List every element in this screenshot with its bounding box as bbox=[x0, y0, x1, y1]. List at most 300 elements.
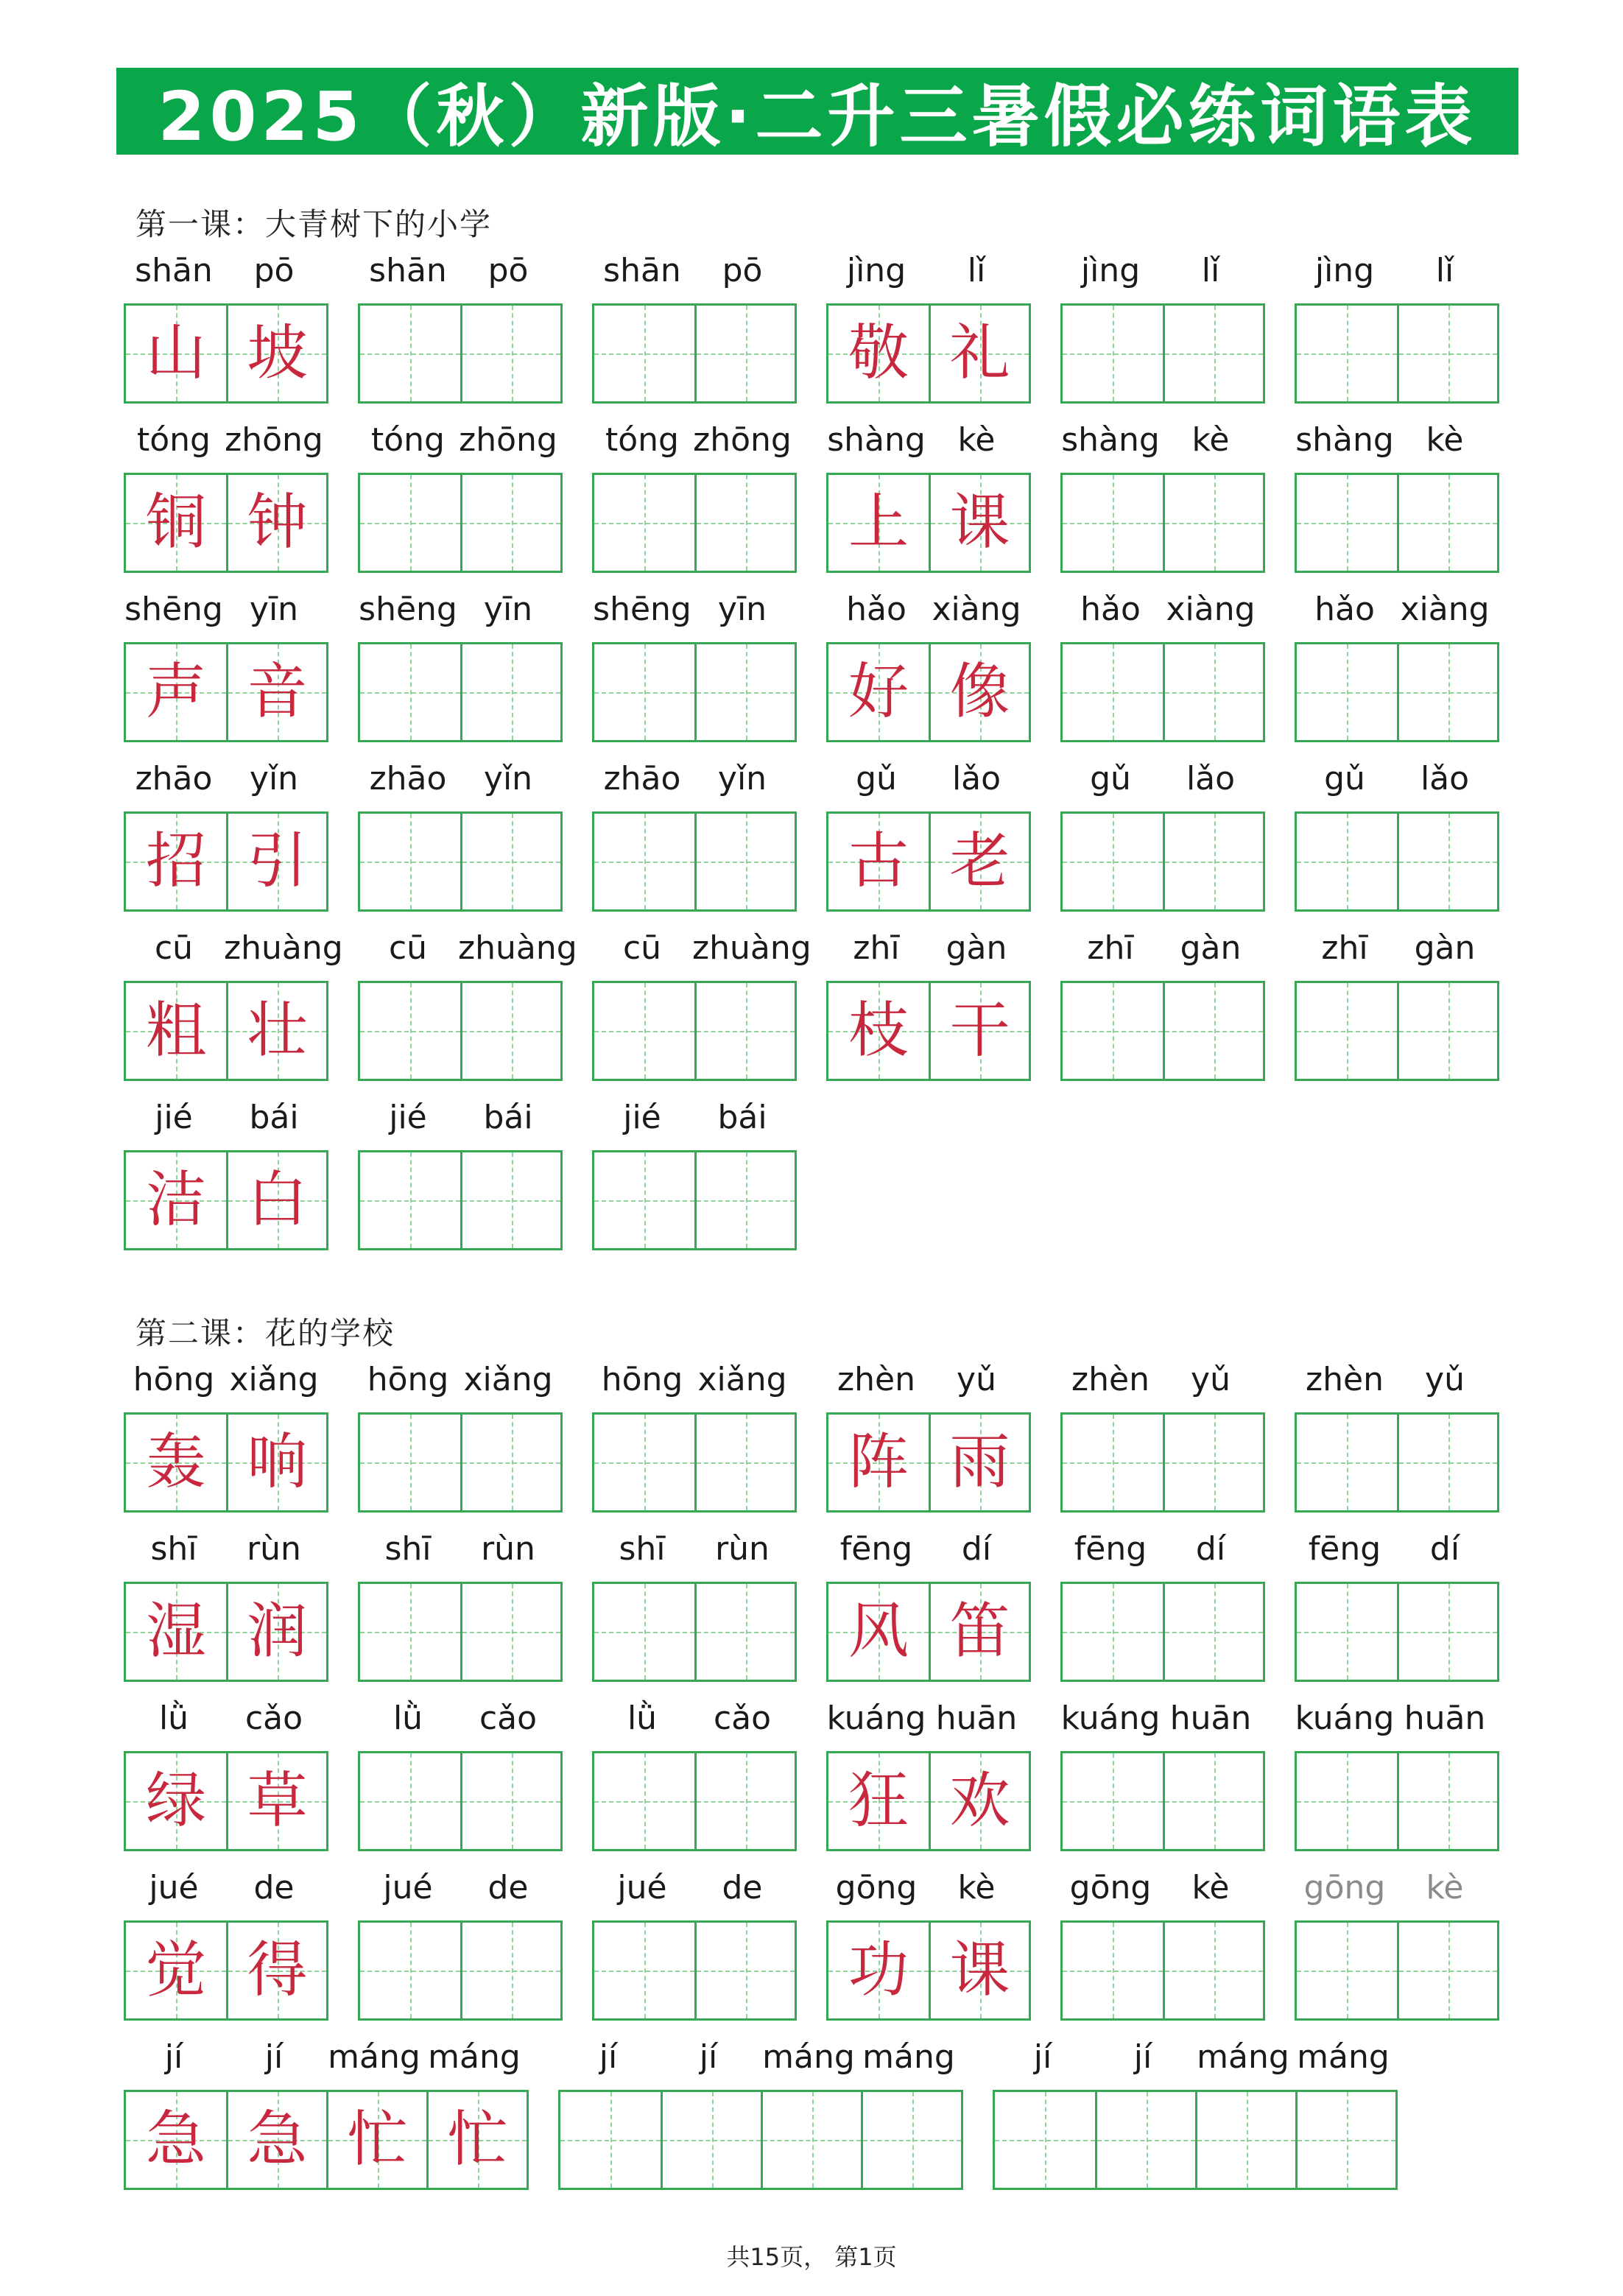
pinyin-row bbox=[1060, 1358, 1261, 1402]
pinyin-row bbox=[1295, 588, 1495, 632]
page-footer: 共15页， 第1页 bbox=[726, 2243, 897, 2271]
practice-box[interactable] bbox=[1063, 1753, 1163, 1849]
pinyin-row bbox=[358, 926, 577, 971]
pinyin-row bbox=[124, 249, 324, 293]
practice-box[interactable] bbox=[1397, 1923, 1497, 2018]
pinyin: lǐ bbox=[1435, 252, 1454, 289]
word-entry bbox=[1060, 418, 1261, 573]
word-entry bbox=[124, 1096, 324, 1250]
pinyin-row bbox=[358, 1866, 558, 1910]
hanzi-character: 壮 bbox=[247, 996, 308, 1066]
pinyin-row bbox=[358, 757, 558, 801]
pinyin-row bbox=[1060, 1527, 1261, 1571]
practice-box[interactable] bbox=[1297, 1923, 1397, 2018]
practice-box[interactable] bbox=[1397, 814, 1497, 909]
pinyin: jué bbox=[149, 1869, 199, 1906]
pinyin: bái bbox=[249, 1099, 299, 1136]
character-box bbox=[828, 1753, 929, 1849]
hanzi-character: 觉 bbox=[145, 1935, 206, 2005]
practice-box[interactable] bbox=[1163, 1584, 1263, 1680]
writing-grid bbox=[1295, 642, 1499, 742]
pinyin: jí bbox=[599, 2038, 618, 2076]
practice-box[interactable] bbox=[1297, 814, 1397, 909]
practice-box[interactable] bbox=[1063, 475, 1163, 571]
word-entry bbox=[358, 1527, 558, 1682]
hanzi-character: 得 bbox=[247, 1935, 308, 2005]
hanzi-character: 干 bbox=[949, 996, 1010, 1066]
character-box bbox=[126, 1584, 226, 1680]
writing-grid bbox=[1295, 303, 1499, 404]
pinyin: hǎo bbox=[1080, 591, 1141, 628]
pinyin: lǐ bbox=[1201, 252, 1220, 289]
practice-box[interactable] bbox=[360, 1415, 460, 1510]
practice-box[interactable] bbox=[594, 1584, 694, 1680]
practice-box[interactable] bbox=[1297, 1584, 1397, 1680]
writing-grid bbox=[592, 303, 797, 404]
pinyin: jí bbox=[1033, 2038, 1052, 2076]
practice-box[interactable] bbox=[694, 1584, 795, 1680]
pinyin: yǐn bbox=[249, 760, 299, 797]
writing-grid bbox=[124, 1150, 328, 1250]
pinyin: tóng bbox=[605, 421, 679, 459]
word-entry bbox=[826, 926, 1027, 1081]
pinyin: de bbox=[722, 1869, 763, 1906]
pinyin: hōng bbox=[133, 1361, 215, 1398]
practice-box[interactable] bbox=[694, 1415, 795, 1510]
practice-box[interactable] bbox=[1063, 1584, 1163, 1680]
pinyin: máng bbox=[1297, 2038, 1390, 2076]
practice-box[interactable] bbox=[1297, 983, 1397, 1079]
practice-box[interactable] bbox=[694, 1152, 795, 1248]
pinyin-row bbox=[124, 2035, 524, 2080]
pinyin-row bbox=[358, 418, 558, 462]
pinyin: gōng bbox=[1069, 1869, 1152, 1906]
writing-grid bbox=[826, 1920, 1031, 2021]
practice-box[interactable] bbox=[861, 2092, 961, 2188]
pinyin: lǎo bbox=[951, 760, 1001, 797]
word-entry bbox=[1295, 588, 1495, 742]
word-entry bbox=[358, 1358, 558, 1513]
pinyin-row bbox=[826, 418, 1027, 462]
character-box bbox=[929, 814, 1029, 909]
writing-grid bbox=[1295, 473, 1499, 573]
pinyin-row bbox=[592, 926, 812, 971]
writing-grid bbox=[124, 642, 328, 742]
word-entry bbox=[1060, 1697, 1261, 1851]
practice-box[interactable] bbox=[1163, 1415, 1263, 1510]
practice-box[interactable] bbox=[694, 1753, 795, 1849]
pinyin: yǔ bbox=[957, 1361, 996, 1398]
pinyin: huān bbox=[1169, 1700, 1252, 1737]
hanzi-character: 阵 bbox=[848, 1427, 909, 1497]
pinyin: dí bbox=[1429, 1530, 1460, 1568]
pinyin: pō bbox=[487, 252, 529, 289]
word-entry bbox=[358, 1866, 558, 2021]
practice-box[interactable] bbox=[1295, 2092, 1395, 2188]
pinyin: kuáng bbox=[1295, 1700, 1395, 1737]
pinyin: zhèn bbox=[1071, 1361, 1150, 1398]
hanzi-character: 招 bbox=[145, 826, 206, 896]
practice-box[interactable] bbox=[1063, 1923, 1163, 2018]
pinyin: fēng bbox=[1074, 1530, 1147, 1568]
practice-box[interactable] bbox=[694, 1923, 795, 2018]
word-entry bbox=[592, 418, 792, 573]
pinyin: lǐ bbox=[967, 252, 986, 289]
hanzi-character: 上 bbox=[848, 487, 909, 557]
practice-box[interactable] bbox=[1297, 644, 1397, 740]
writing-grid bbox=[124, 811, 328, 912]
practice-box[interactable] bbox=[360, 983, 460, 1079]
practice-box[interactable] bbox=[1397, 306, 1497, 401]
pinyin: zhāo bbox=[135, 760, 213, 797]
practice-box[interactable] bbox=[460, 1152, 560, 1248]
character-box bbox=[828, 306, 929, 401]
writing-grid bbox=[124, 1412, 328, 1513]
writing-grid bbox=[358, 1582, 563, 1682]
pinyin: yīn bbox=[483, 591, 533, 628]
character-box bbox=[326, 2092, 426, 2188]
pinyin: dí bbox=[1195, 1530, 1226, 1568]
practice-box[interactable] bbox=[460, 644, 560, 740]
pinyin-row bbox=[124, 926, 343, 971]
word-entry bbox=[1295, 249, 1495, 404]
pinyin: shēng bbox=[593, 591, 691, 628]
practice-box[interactable] bbox=[1297, 1753, 1397, 1849]
word-entry bbox=[592, 1358, 792, 1513]
pinyin: bái bbox=[717, 1099, 767, 1136]
hanzi-character: 风 bbox=[848, 1596, 909, 1666]
practice-box[interactable] bbox=[594, 1753, 694, 1849]
hanzi-character: 响 bbox=[247, 1427, 308, 1497]
character-box bbox=[126, 1152, 226, 1248]
pinyin: jí bbox=[1133, 2038, 1152, 2076]
lesson-title: 第二课：花的学校 bbox=[135, 1315, 395, 1351]
character-box bbox=[226, 306, 326, 401]
practice-box[interactable] bbox=[360, 1584, 460, 1680]
hanzi-character: 钟 bbox=[247, 487, 308, 557]
hanzi-character: 洁 bbox=[145, 1165, 206, 1235]
pinyin: lǎo bbox=[1186, 760, 1236, 797]
practice-box[interactable] bbox=[594, 983, 694, 1079]
practice-box[interactable] bbox=[1163, 475, 1263, 571]
pinyin-row bbox=[1295, 1866, 1495, 1910]
pinyin: gǔ bbox=[856, 760, 897, 797]
pinyin: gǔ bbox=[1324, 760, 1365, 797]
lesson-title: 第一课：大青树下的小学 bbox=[135, 206, 493, 242]
pinyin-row bbox=[358, 1096, 558, 1140]
hanzi-character: 引 bbox=[247, 826, 308, 896]
practice-box[interactable] bbox=[694, 983, 795, 1079]
pinyin: shān bbox=[369, 252, 447, 289]
pinyin: rùn bbox=[715, 1530, 770, 1568]
word-entry bbox=[124, 1358, 324, 1513]
word-entry bbox=[1060, 588, 1261, 742]
writing-grid bbox=[124, 303, 328, 404]
practice-box[interactable] bbox=[995, 2092, 1095, 2188]
pinyin-row bbox=[826, 1358, 1027, 1402]
writing-grid bbox=[592, 981, 797, 1081]
practice-box[interactable] bbox=[1397, 983, 1497, 1079]
practice-box[interactable] bbox=[1397, 1753, 1497, 1849]
character-box bbox=[126, 1753, 226, 1849]
character-box bbox=[226, 1415, 326, 1510]
hanzi-character: 铜 bbox=[145, 487, 206, 557]
practice-box[interactable] bbox=[594, 814, 694, 909]
writing-grid bbox=[358, 303, 563, 404]
pinyin: xiǎng bbox=[697, 1361, 787, 1398]
word-entry bbox=[826, 1527, 1027, 1682]
practice-box[interactable] bbox=[1063, 306, 1163, 401]
practice-box[interactable] bbox=[1297, 306, 1397, 401]
pinyin-row bbox=[1295, 1697, 1495, 1741]
practice-box[interactable] bbox=[594, 1923, 694, 2018]
pinyin: gàn bbox=[1414, 929, 1476, 967]
pinyin: hōng bbox=[601, 1361, 683, 1398]
practice-box[interactable] bbox=[1163, 1753, 1263, 1849]
word-entry bbox=[1060, 757, 1261, 912]
hanzi-character: 礼 bbox=[949, 318, 1010, 388]
pinyin: máng bbox=[428, 2038, 521, 2076]
practice-box[interactable] bbox=[761, 2092, 861, 2188]
pinyin-row bbox=[124, 1527, 324, 1571]
practice-box[interactable] bbox=[360, 814, 460, 909]
word-entry bbox=[826, 249, 1027, 404]
pinyin: jí bbox=[164, 2038, 183, 2076]
pinyin: pō bbox=[722, 252, 763, 289]
writing-grid bbox=[826, 473, 1031, 573]
pinyin-row bbox=[124, 1096, 324, 1140]
writing-grid bbox=[1295, 1751, 1499, 1851]
pinyin: de bbox=[253, 1869, 295, 1906]
practice-box[interactable] bbox=[1397, 475, 1497, 571]
writing-grid bbox=[558, 2090, 963, 2190]
practice-box[interactable] bbox=[594, 306, 694, 401]
practice-box[interactable] bbox=[1297, 1415, 1397, 1510]
writing-grid bbox=[358, 981, 563, 1081]
hanzi-character: 音 bbox=[247, 657, 308, 727]
writing-grid bbox=[358, 1150, 563, 1250]
pinyin-row bbox=[124, 1697, 324, 1741]
practice-box[interactable] bbox=[1163, 644, 1263, 740]
practice-box[interactable] bbox=[360, 1923, 460, 2018]
practice-box[interactable] bbox=[661, 2092, 761, 2188]
character-box bbox=[126, 475, 226, 571]
practice-box[interactable] bbox=[594, 475, 694, 571]
writing-grid bbox=[1060, 981, 1265, 1081]
pinyin-row bbox=[124, 1866, 324, 1910]
practice-box[interactable] bbox=[460, 1753, 560, 1849]
practice-box[interactable] bbox=[1397, 1415, 1497, 1510]
pinyin: xiǎng bbox=[463, 1361, 553, 1398]
pinyin: shàng bbox=[1061, 421, 1160, 459]
practice-box[interactable] bbox=[560, 2092, 661, 2188]
hanzi-character: 绿 bbox=[145, 1766, 206, 1836]
pinyin: kè bbox=[957, 1869, 996, 1906]
practice-box[interactable] bbox=[1063, 814, 1163, 909]
practice-box[interactable] bbox=[460, 306, 560, 401]
practice-box[interactable] bbox=[594, 1152, 694, 1248]
pinyin: kè bbox=[1191, 1869, 1230, 1906]
character-box bbox=[929, 983, 1029, 1079]
word-entry bbox=[826, 757, 1027, 912]
hanzi-character: 功 bbox=[848, 1935, 909, 2005]
pinyin: zhèn bbox=[837, 1361, 915, 1398]
character-box bbox=[226, 1753, 326, 1849]
word-entry bbox=[124, 757, 324, 912]
pinyin-row bbox=[592, 1527, 792, 1571]
character-box bbox=[226, 2092, 326, 2188]
pinyin: jìng bbox=[846, 252, 906, 289]
writing-grid bbox=[826, 981, 1031, 1081]
word-entry bbox=[1060, 1358, 1261, 1513]
pinyin-row bbox=[592, 418, 792, 462]
character-box bbox=[226, 644, 326, 740]
word-entry bbox=[592, 1697, 792, 1851]
pinyin-row bbox=[1295, 757, 1495, 801]
word-entry bbox=[1060, 1866, 1261, 2021]
character-box bbox=[828, 1584, 929, 1680]
practice-box[interactable] bbox=[1163, 814, 1263, 909]
hanzi-character: 润 bbox=[247, 1596, 308, 1666]
character-box bbox=[226, 814, 326, 909]
pinyin: gàn bbox=[1180, 929, 1242, 967]
practice-box[interactable] bbox=[460, 983, 560, 1079]
writing-grid bbox=[826, 1751, 1031, 1851]
pinyin-row bbox=[1060, 418, 1261, 462]
writing-grid bbox=[124, 1751, 328, 1851]
hanzi-character: 草 bbox=[247, 1766, 308, 1836]
pinyin: shēng bbox=[359, 591, 457, 628]
word-entry bbox=[124, 588, 324, 742]
practice-box[interactable] bbox=[1095, 2092, 1195, 2188]
word-entry bbox=[1060, 1527, 1261, 1682]
word-entry bbox=[826, 1697, 1027, 1851]
hanzi-character: 白 bbox=[247, 1165, 308, 1235]
pinyin: xiàng bbox=[1400, 591, 1490, 628]
pinyin: jué bbox=[383, 1869, 433, 1906]
practice-box[interactable] bbox=[1063, 983, 1163, 1079]
character-box bbox=[929, 475, 1029, 571]
practice-box[interactable] bbox=[594, 644, 694, 740]
practice-box[interactable] bbox=[360, 1152, 460, 1248]
practice-box[interactable] bbox=[460, 814, 560, 909]
word-entry bbox=[592, 249, 792, 404]
hanzi-character: 课 bbox=[949, 487, 1010, 557]
word-entry bbox=[358, 249, 558, 404]
word-entry bbox=[124, 1697, 324, 1851]
practice-box[interactable] bbox=[1297, 475, 1397, 571]
word-entry bbox=[1295, 1697, 1495, 1851]
practice-box[interactable] bbox=[360, 475, 460, 571]
pinyin: cū bbox=[154, 929, 194, 967]
character-box bbox=[929, 306, 1029, 401]
practice-box[interactable] bbox=[1163, 306, 1263, 401]
pinyin: rùn bbox=[481, 1530, 535, 1568]
writing-grid bbox=[124, 1920, 328, 2021]
character-box bbox=[929, 644, 1029, 740]
pinyin: cū bbox=[622, 929, 662, 967]
practice-box[interactable] bbox=[694, 644, 795, 740]
practice-box[interactable] bbox=[460, 1584, 560, 1680]
pinyin: zhī bbox=[853, 929, 900, 967]
practice-box[interactable] bbox=[1397, 1584, 1497, 1680]
word-entry bbox=[558, 2035, 959, 2190]
pinyin: zhuàng bbox=[458, 929, 577, 967]
practice-box[interactable] bbox=[1195, 2092, 1295, 2188]
pinyin: xiǎng bbox=[229, 1361, 319, 1398]
practice-box[interactable] bbox=[460, 1923, 560, 2018]
writing-grid bbox=[124, 981, 328, 1081]
practice-box[interactable] bbox=[460, 475, 560, 571]
word-entry bbox=[1295, 926, 1495, 1081]
pinyin: lǜ bbox=[627, 1700, 658, 1737]
pinyin-row bbox=[826, 926, 1027, 971]
practice-box[interactable] bbox=[1163, 1923, 1263, 2018]
hanzi-character: 湿 bbox=[145, 1596, 206, 1666]
writing-grid bbox=[1295, 811, 1499, 912]
character-box bbox=[226, 1152, 326, 1248]
practice-box[interactable] bbox=[694, 306, 795, 401]
practice-box[interactable] bbox=[694, 475, 795, 571]
word-entry bbox=[124, 1527, 324, 1682]
practice-box[interactable] bbox=[1063, 644, 1163, 740]
character-box bbox=[126, 644, 226, 740]
pinyin: zhuàng bbox=[224, 929, 343, 967]
practice-box[interactable] bbox=[1163, 983, 1263, 1079]
practice-box[interactable] bbox=[1063, 1415, 1163, 1510]
practice-box[interactable] bbox=[460, 1415, 560, 1510]
word-entry bbox=[1295, 1866, 1495, 2021]
pinyin: shī bbox=[384, 1530, 432, 1568]
pinyin: shī bbox=[150, 1530, 197, 1568]
character-box bbox=[828, 475, 929, 571]
page-title: 2025（秋）新版·二升三暑假必练词语表 bbox=[116, 68, 1518, 155]
word-entry bbox=[358, 757, 558, 912]
writing-grid bbox=[1060, 473, 1265, 573]
practice-box[interactable] bbox=[360, 644, 460, 740]
pinyin: jié bbox=[155, 1099, 193, 1136]
practice-box[interactable] bbox=[360, 1753, 460, 1849]
practice-box[interactable] bbox=[1397, 644, 1497, 740]
pinyin: jìng bbox=[1314, 252, 1375, 289]
pinyin: huān bbox=[935, 1700, 1018, 1737]
pinyin: kè bbox=[1191, 421, 1230, 459]
character-box bbox=[126, 814, 226, 909]
writing-grid bbox=[1060, 642, 1265, 742]
hanzi-character: 粗 bbox=[145, 996, 206, 1066]
pinyin: máng bbox=[862, 2038, 955, 2076]
practice-box[interactable] bbox=[694, 814, 795, 909]
writing-grid bbox=[358, 1412, 563, 1513]
pinyin-row bbox=[358, 588, 558, 632]
pinyin-row bbox=[826, 588, 1027, 632]
pinyin: máng bbox=[762, 2038, 855, 2076]
hanzi-character: 忙 bbox=[347, 2105, 408, 2174]
pinyin: zhōng bbox=[459, 421, 557, 459]
character-box bbox=[929, 1584, 1029, 1680]
practice-box[interactable] bbox=[360, 306, 460, 401]
writing-grid bbox=[592, 1150, 797, 1250]
pinyin: hōng bbox=[367, 1361, 449, 1398]
character-box bbox=[226, 475, 326, 571]
pinyin: fēng bbox=[1308, 1530, 1381, 1568]
pinyin-row bbox=[592, 588, 792, 632]
writing-grid bbox=[358, 811, 563, 912]
pinyin: tóng bbox=[371, 421, 445, 459]
pinyin: shàng bbox=[827, 421, 926, 459]
pinyin: jí bbox=[264, 2038, 284, 2076]
practice-box[interactable] bbox=[594, 1415, 694, 1510]
